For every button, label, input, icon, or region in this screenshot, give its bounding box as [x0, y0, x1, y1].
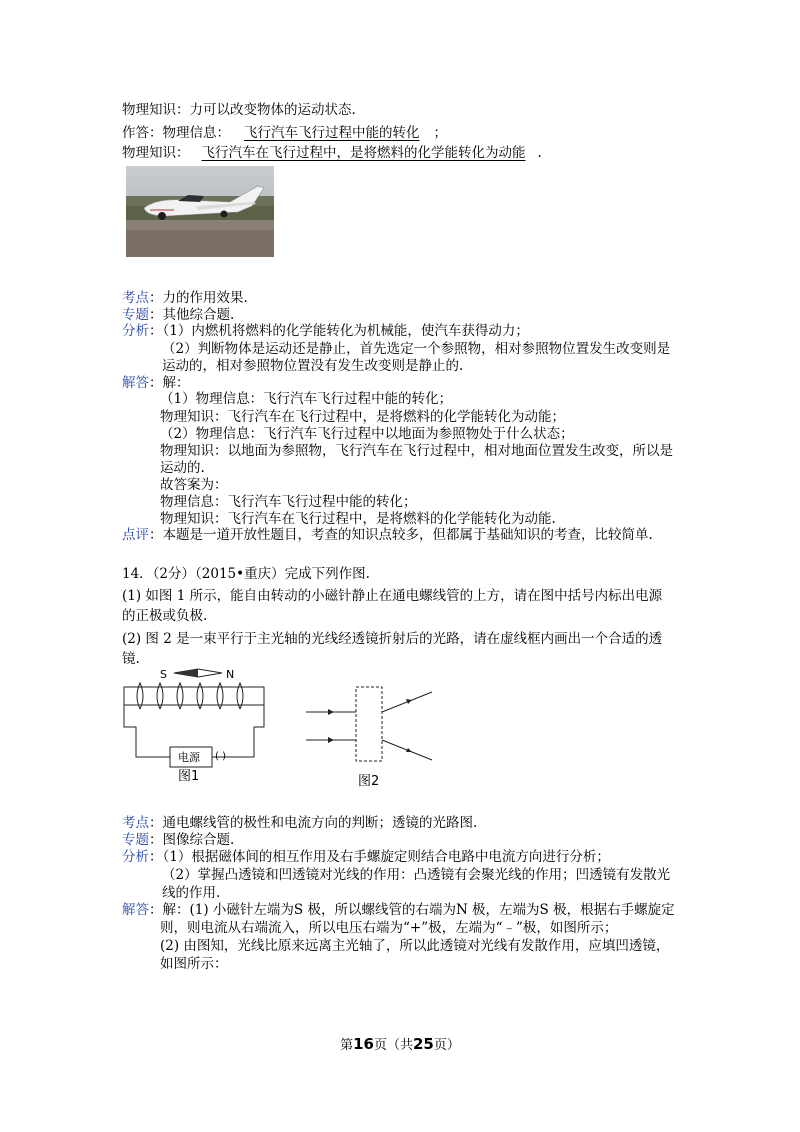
ray-arrow-1: [328, 709, 334, 715]
ray-arrow-2: [328, 737, 334, 743]
q13-solution-line: 物理信息：飞行汽车飞行过程中能的转化；: [160, 494, 417, 510]
power-source-label: 电源: [178, 751, 200, 764]
figure-1-solenoid: [118, 665, 270, 780]
q14-title: 14．（2分）（2015•重庆）完成下列作图.: [122, 566, 370, 582]
answer-knowledge-line: 物理知识： 飞行汽车在飞行过程中，是将燃料的化学能转化为动能 .: [122, 145, 542, 161]
figure-1-caption: 图1: [178, 769, 200, 784]
q13-solution-line: 物理知识：飞行汽车在飞行过程中，是将燃料的化学能转化为动能.: [160, 511, 556, 527]
ray-arrow-3: [406, 699, 412, 704]
q14-analysis: 分析：（1）根据磁体间的相互作用及右手螺旋定则结合电路中电流方向进行分析；: [122, 849, 610, 865]
q14-part1: 的正极或负极.: [122, 608, 208, 624]
flying-car-photo: [126, 166, 274, 257]
q13-solution-line: 物理知识：飞行汽车在飞行过程中，是将燃料的化学能转化为动能；: [160, 409, 565, 425]
polarity-bracket: ( ): [215, 751, 226, 762]
q14-solution: 解答：解：(1) 小磁针左端为S 极，所以螺线管的右端为N 极，左端为S 极，根据右手螺旋定: [122, 902, 675, 918]
q13-solution-line: 运动的.: [160, 460, 205, 476]
q13-point: 考点：力的作用效果.: [122, 290, 248, 306]
q13-analysis: 分析：（1）内燃机将燃料的化学能转化为机械能，使汽车获得动力；: [122, 323, 529, 339]
q13-solution-line: 物理知识：以地面为参照物，飞行汽车在飞行过程中，相对地面位置发生改变，所以是: [160, 443, 673, 459]
page-footer: 第16页（共25页）: [340, 1035, 460, 1053]
compass-n-label: N: [226, 668, 235, 681]
q14-part2: 镜.: [122, 651, 140, 667]
q13-solution: 解答：解：: [122, 375, 190, 391]
q14-analysis-line: 线的作用.: [162, 885, 221, 901]
q14-point: 考点：通电螺线管的极性和电流方向的判断；透镜的光路图.: [122, 815, 478, 831]
q13-analysis-line: （2）判断物体是运动还是静止，首先选定一个参照物，相对参照物位置发生改变则是: [162, 341, 671, 357]
incident-rays: [306, 712, 356, 740]
refracted-rays: [382, 692, 432, 760]
compass-s-label: S: [160, 668, 167, 681]
wire-left: [124, 705, 170, 757]
answer-info-line: 作答：物理信息： 飞行汽车飞行过程中能的转化 ；: [122, 125, 447, 141]
q14-part2: (2) 图 2 是一束平行于主光轴的光线经透镜折射后的光路，请在虚线框内画出一个合适的透: [122, 631, 663, 647]
q13-solution-line: （2）物理信息：飞行汽车飞行过程中以地面为参照物处于什么状态；: [160, 426, 574, 442]
figure-2-caption: 图2: [358, 774, 380, 789]
q14-solution-line: 则，则电流从右端流入，所以电压右端为“+”极，左端为“﹣”极，如图所示；: [160, 920, 618, 936]
wire-right: [212, 705, 264, 757]
q14-solution-line: (2) 由图知，光线比原来远离主光轴了，所以此透镜对光线有发散作用，应填凹透镜，: [160, 938, 670, 954]
q14-analysis-line: （2）掌握凸透镜和凹透镜对光线的作用：凸透镜有会聚光线的作用；凹透镜有发散光: [162, 867, 671, 883]
q14-part1: (1) 如图 1 所示，能自由转动的小磁针静止在通电螺线管的上方，请在图中括号内标出电源: [122, 588, 663, 604]
compass-needle-s: [174, 669, 198, 677]
q14-solution-line: 如图所示：: [160, 956, 228, 972]
q14-topic: 专题：图像综合题.: [122, 832, 235, 848]
q13-analysis-line: 运动的，相对参照物位置没有发生改变则是静止的.: [162, 358, 464, 374]
knowledge-line: 物理知识：力可以改变物体的运动状态.: [122, 102, 356, 118]
q13-solution-line: 故答案为：: [160, 477, 228, 493]
q13-comment: 点评：本题是一道开放性题目，考查的知识点较多，但都属于基础知识的考查，比较简单.: [122, 527, 653, 543]
lens-dashed-box: [356, 687, 382, 761]
q13-solution-line: （1）物理信息：飞行汽车飞行过程中能的转化；: [160, 391, 453, 407]
q13-topic: 专题：其他综合题.: [122, 307, 235, 323]
